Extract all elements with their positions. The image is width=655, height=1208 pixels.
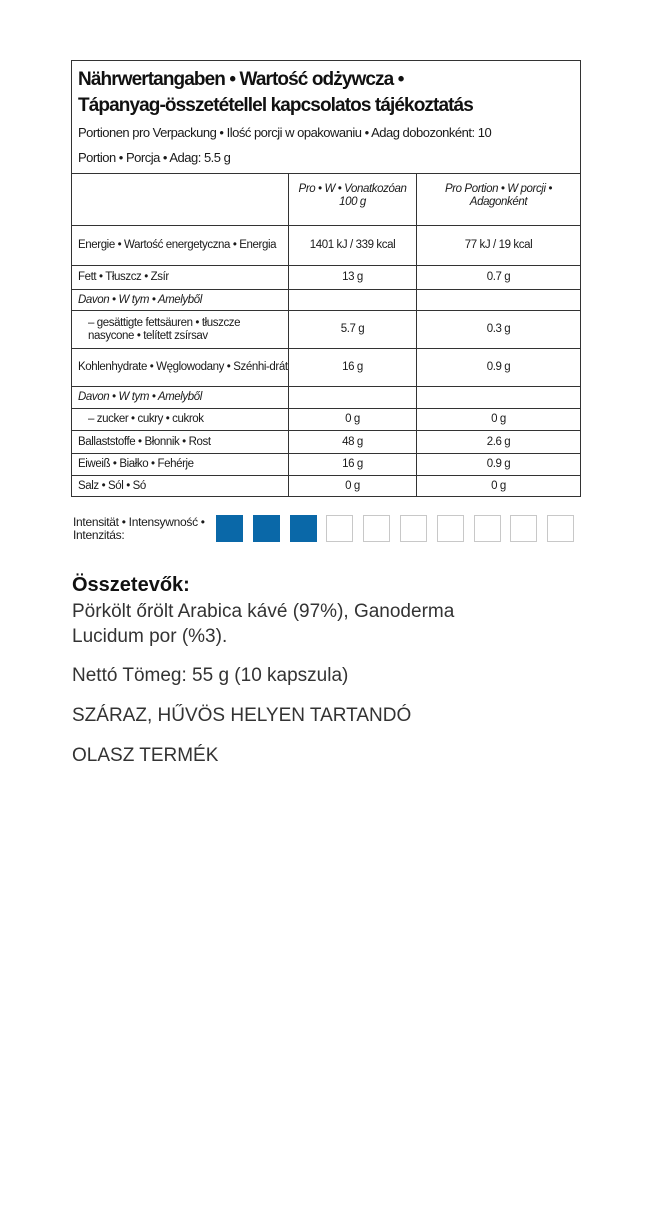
nutrition-title-line2: Tápanyag-összetétellel kapcsolatos tájékoztatás [78, 95, 473, 116]
column-header-per-100g: Pro • W • Vonatkozóan 100 g [289, 173, 417, 225]
row-value-per-portion: 0.9 g [486, 361, 511, 373]
table-row-salt [72, 476, 580, 497]
table-row-saturated-fat [72, 311, 580, 349]
table-row-sugars [72, 409, 580, 431]
row-value-per-portion: 0 g [491, 480, 506, 492]
row-value-per-portion: 0 g [491, 413, 506, 425]
row-value-per-100g [289, 387, 417, 408]
row-label: Eiweiß • Białko • Fehérje [72, 454, 289, 475]
portion-size: Portion • Porcja • Adag: 5.5 g [78, 150, 231, 165]
nutrition-header [72, 61, 580, 174]
row-label: – gesättigte fettsäuren • tłuszcze nasycone • telített zsírsav [72, 311, 289, 348]
intensity-label: Intensität • Intensywność • Intenzitás: [73, 515, 205, 542]
table-row-energy [72, 226, 580, 266]
intensity-box [290, 515, 317, 542]
portions-per-pack: Portionen pro Verpackung • Ilość porcji w opakowaniu • Adag dobozonként: 10 [78, 125, 492, 140]
row-value-per-100g: 48 g [289, 431, 417, 453]
row-label: Davon • W tym • Amelyből [72, 290, 289, 310]
row-value-per-100g: 16 g [289, 349, 417, 386]
row-value-per-portion: 2.6 g [486, 435, 511, 448]
intensity-box [326, 515, 353, 542]
intensity-box [363, 515, 390, 542]
row-label: Energie • Wartość energetyczna • Energia [72, 226, 289, 265]
table-row-protein [72, 454, 580, 476]
row-value-per-100g: 16 g [289, 454, 417, 475]
row-label: Salz • Sól • Só [72, 476, 289, 497]
row-value-per-portion: 0.3 g [486, 323, 511, 335]
ingredients-title: Összetevők: [72, 574, 190, 596]
row-value-per-portion: 0.7 g [486, 271, 511, 283]
row-value-per-portion [417, 387, 580, 408]
intensity-box [547, 515, 574, 542]
intensity-box [510, 515, 537, 542]
table-row-fat [72, 266, 580, 290]
row-value-per-100g: 5.7 g [289, 311, 417, 348]
intensity-box [253, 515, 280, 542]
row-value-per-100g: 0 g [289, 476, 417, 497]
storage-instructions: SZÁRAZ, HŰVÖS HELYEN TARTANDÓ [72, 705, 412, 726]
nutrition-grid [72, 173, 580, 497]
table-row-carbs-of-which [72, 387, 580, 409]
nutrition-title-line1: Nährwertangaben • Wartość odżywcza • [78, 69, 404, 90]
row-value-per-100g [289, 290, 417, 310]
column-header-per-portion: Pro Portion • W porcji • Adagonként [444, 183, 553, 208]
row-label: Ballaststoffe • Błonnik • Rost [72, 431, 289, 453]
intensity-scale [73, 515, 583, 547]
intensity-box [216, 515, 243, 542]
ingredients-text: Pörkölt őrölt Arabica kávé (97%), Ganoderma Lucidum por (%3). [72, 601, 455, 647]
row-label: – zucker • cukry • cukrok [72, 409, 289, 430]
table-row-fibre [72, 431, 580, 454]
row-value-per-100g: 0 g [289, 409, 417, 430]
column-header-row [72, 173, 580, 226]
row-value-per-portion [417, 290, 580, 310]
row-label: Fett • Tłuszcz • Zsír [72, 266, 289, 289]
column-header-empty [72, 173, 289, 225]
nutrition-table [71, 60, 581, 497]
row-label: Davon • W tym • Amelyből [72, 387, 289, 408]
table-row-carbohydrates [72, 349, 580, 387]
row-value-per-portion: 0.9 g [486, 458, 511, 470]
intensity-box [400, 515, 427, 542]
table-row-fat-of-which [72, 290, 580, 311]
intensity-box [474, 515, 501, 542]
row-value-per-portion: 77 kJ / 19 kcal [464, 239, 533, 251]
origin: OLASZ TERMÉK [72, 745, 219, 766]
row-value-per-100g: 1401 kJ / 339 kcal [289, 226, 417, 265]
row-label: Kohlenhydrate • Węglowodany • Szénhi-drát [72, 349, 289, 386]
row-value-per-100g: 13 g [289, 266, 417, 289]
net-weight: Nettó Tömeg: 55 g (10 kapszula) [72, 665, 349, 686]
intensity-box [437, 515, 464, 542]
